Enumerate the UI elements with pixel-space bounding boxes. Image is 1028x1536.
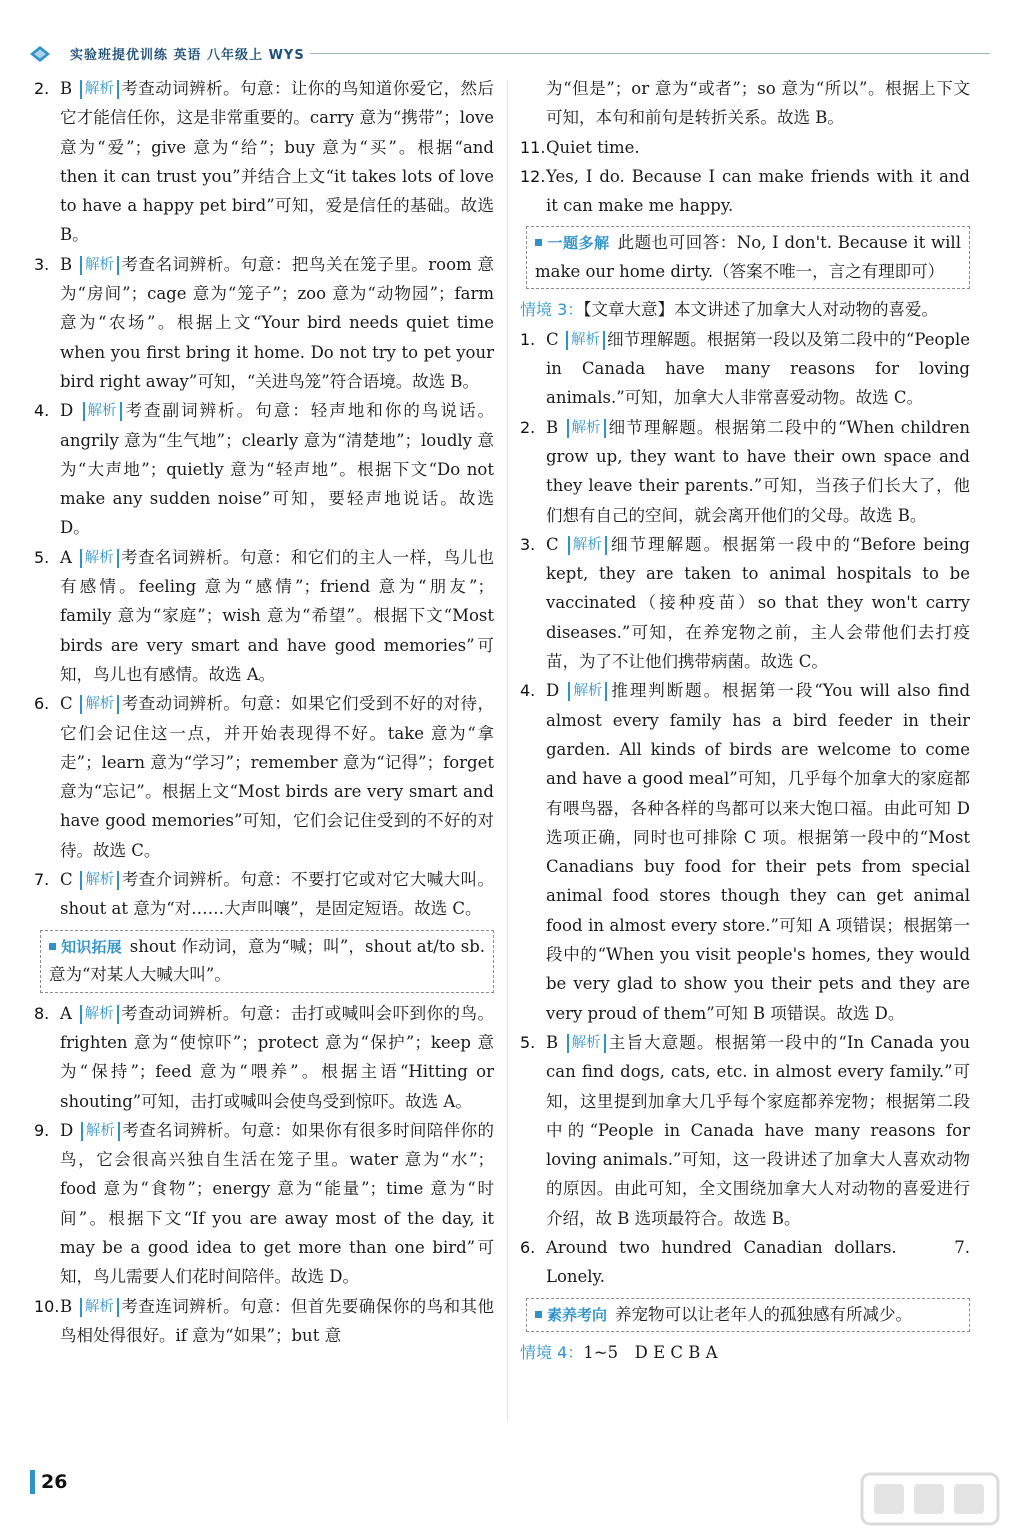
literacy-text: 养宠物可以让老年人的孤独感有所减少。 <box>615 1304 913 1324</box>
item-number: 5. <box>34 547 50 567</box>
item-text: 主旨大意题。根据第一段中的“In Canada you can find dogs, cats, etc. in almost every family.”可知，这里提到加拿大几乎每个家庭都养宠物；根据第二段中的“People in Canada have many reasons for loving animals.”可知，这一段讲述了加拿大人喜欢动物的原因。由此可知，全文围绕加拿大人对动物的喜爱进行介绍，故 B 选项最符合。故选 B。 <box>546 1032 971 1228</box>
item-answer: B <box>546 1032 559 1052</box>
analysis-tag: 解析 <box>80 1005 119 1024</box>
multi-solution-label: 一题多解 <box>535 234 610 252</box>
situation-3-label: 情境 3： <box>520 300 584 320</box>
item-text: 考查动词辨析。句意：如果它们受到不好的对待，它们会记住这一点，并开始表现得不好。take 意为“拿走”；learn 意为“学习”；remember 意为“记得”；forget 意为“忘记”。根据上文“Most birds are very smart and have good memories”可知，它们会记住受到的不好的对待。故选 C。 <box>60 694 494 860</box>
analysis-tag: 解析 <box>80 549 119 568</box>
item-answer: D <box>546 681 560 701</box>
item-answer: A <box>60 547 72 567</box>
answer-item-4 <box>34 396 494 542</box>
analysis-tag: 解析 <box>80 80 119 99</box>
item-number: 10. <box>34 1296 60 1316</box>
item-text: Yes, I do. Because I can make friends with it and it can make me happy. <box>546 166 970 216</box>
item-answer: C <box>60 694 73 714</box>
analysis-tag: 解析 <box>568 536 607 555</box>
answer-item-3 <box>34 250 494 396</box>
answer-item-11 <box>520 133 970 162</box>
item-text: 考查介词辨析。句意：不要打它或对它大喊大叫。shout at 意为“对……大声叫嚷”，是固定短语。故选 C。 <box>60 870 494 919</box>
item-number: 1. <box>520 329 536 349</box>
item-number: 12. <box>520 166 546 186</box>
analysis-tag: 解析 <box>567 1034 606 1053</box>
literacy-box <box>526 1298 970 1333</box>
item-answer: C <box>546 534 559 554</box>
analysis-tag: 解析 <box>566 331 605 350</box>
left-column <box>34 74 494 1350</box>
item-answer: C <box>60 870 73 890</box>
column-divider <box>507 80 508 1420</box>
item-number: 4. <box>34 401 50 421</box>
item-answer: D <box>60 1120 74 1140</box>
page-number: 26 <box>30 1470 67 1494</box>
item-number: 6. <box>34 694 50 714</box>
answer-item-s3-1 <box>520 325 970 413</box>
item-answer: C <box>546 329 559 349</box>
item-text: 细节理解题。根据第一段以及第二段中的“People in Canada have many reasons for loving animals.”可知，加拿大人非常喜爱动物。故选 C。 <box>546 329 970 408</box>
analysis-tag: 解析 <box>567 419 606 438</box>
item-number: 11. <box>520 137 546 157</box>
analysis-tag: 解析 <box>83 402 122 421</box>
item-text: 考查名词辨析。句意：把鸟关在笼子里。room 意为“房间”；cage 意为“笼子”；zoo 意为“动物园”；farm 意为“农场”。根据上文“Your bird needs quiet time when you first bring it home. Do not try to pet your bird right away”可知，“关进鸟笼”符合语境。故选 B。 <box>60 254 494 391</box>
answer-item-s3-6-7 <box>520 1233 970 1292</box>
answer-item-7 <box>34 865 494 924</box>
item-answer: B <box>60 1296 73 1316</box>
item-text-7: Lonely. <box>546 1267 605 1287</box>
situation-3-text: 【文章大意】本文讲述了加拿大人对动物的喜爱。 <box>583 300 939 320</box>
answer-item-s3-4 <box>520 676 970 1028</box>
book-logo-icon <box>28 42 52 64</box>
item-number: 2. <box>520 417 536 437</box>
item-number: 9. <box>34 1120 50 1140</box>
answer-item-10-continued <box>520 74 970 133</box>
answer-item-s3-2 <box>520 413 970 530</box>
item-text: 考查连词辨析。句意：但首先要确保你的鸟和其他鸟相处得很好。if 意为“如果”；but 意 <box>60 1296 495 1345</box>
answer-item-12 <box>520 162 970 221</box>
multi-solution-box <box>526 226 970 289</box>
item-text: Quiet time. <box>546 137 640 157</box>
item-text: Around two hundred Canadian dollars. <box>546 1237 897 1257</box>
answer-item-s3-5 <box>520 1028 970 1233</box>
knowledge-extension-box <box>40 930 494 993</box>
item-answer: B <box>60 254 73 274</box>
item-number: 8. <box>34 1003 50 1023</box>
right-column <box>520 74 970 1367</box>
answer-item-5 <box>34 543 494 689</box>
knowledge-extension-text: shout 作动词，意为“喊；叫”，shout at/to sb. 意为“对某人大喊大叫”。 <box>49 936 485 985</box>
item-answer: D <box>60 401 74 421</box>
item-number: 5. <box>520 1032 536 1052</box>
watermark-stamp-icon <box>860 1470 1000 1528</box>
item-number: 3. <box>520 534 536 554</box>
item-answer: B <box>60 79 73 98</box>
item-number: 7. <box>34 870 50 890</box>
item-text: 考查名词辨析。句意：和它们的主人一样，鸟儿也有感情。feeling 意为“感情”；friend 意为“朋友”；family 意为“家庭”；wish 意为“希望”。根据下文“Most birds are very smart and have good memories”可知，鸟儿也有感情。故选 A。 <box>60 547 494 684</box>
analysis-tag: 解析 <box>80 256 119 275</box>
item-number: 2. <box>34 79 50 98</box>
item-answer: A <box>60 1003 72 1023</box>
item-number: 3. <box>34 254 50 274</box>
analysis-tag: 解析 <box>80 1298 119 1317</box>
item-text: 考查动词辨析。句意：让你的鸟知道你爱它，然后它才能信任你，这是非常重要的。carry 意为“携带”；love 意为“爱”；give 意为“给”；buy 意为“买”。根据“and then it can trust you”并结合上文“it takes lots of love to have a happy pet bird”可知，爱是信任的基础。故选 B。 <box>60 79 495 245</box>
item-number-7: 7. <box>954 1237 970 1257</box>
item-number: 6. <box>520 1237 536 1257</box>
answer-item-9 <box>34 1116 494 1292</box>
item-text: 考查名词辨析。句意：如果你有很多时间陪伴你的鸟，它会很高兴独自生活在笼子里。water 意为“水”；food 意为“食物”；energy 意为“能量”；time 意为“时间”。根据下文“If you are away most of the day, it may be a good idea to get more than one bird”可知，鸟儿需要人们花时间陪伴。故选 D。 <box>60 1120 495 1287</box>
item-text: 考查副词辨析。句意：轻声地和你的鸟说话。angrily 意为“生气地”；clearly 意为“清楚地”；loudly 意为“大声地”；quietly 意为“轻声地”。根据下文“Do not make any sudden noise”可知，要轻声地说话。故选 D。 <box>60 401 495 538</box>
answer-item-8 <box>34 999 494 1116</box>
answer-item-6 <box>34 689 494 865</box>
item-number: 4. <box>520 681 536 701</box>
item-answer: B <box>546 417 559 437</box>
answer-item-2 <box>34 74 494 250</box>
answer-item-10 <box>34 1292 494 1351</box>
analysis-tag: 解析 <box>568 682 607 701</box>
answer-item-s3-3 <box>520 530 970 676</box>
header-rule <box>310 53 990 54</box>
knowledge-extension-label: 知识拓展 <box>49 938 122 956</box>
multi-solution-text: 此题也可回答：No, I don't. Because it will make our home dirty.（答案不唯一，言之有理即可） <box>535 233 961 281</box>
literacy-label: 素养考向 <box>535 1306 607 1324</box>
item-text: 细节理解题。根据第二段中的“When children grow up, they want to have their own space and they leave their parents.”可知，当孩子们长大了，他们想有自己的空间，就会离开他们的父母。故选 B。 <box>546 417 971 525</box>
situation-4-text: 1~5 D E C B A <box>583 1343 718 1363</box>
item-text: 推理判断题。根据第一段“You will also find almost every family has a bird feeder in their garden. All kinds of birds are welcome to come and have a good meal”可知，几乎每个加拿大的家庭都有喂鸟器，各种各样的鸟都可以来大饱口福。由此可知 D 选项正确，同时也可排除 C 项。根据第一段中的“Most Canadians buy food for their pets from special animal food stores though they can get animal food in almost every store.”可知 A 项错误；根据第一段中的“When you visit people's homes, they would be very glad to show you their pets and they are very proud of them”可知 B 项错误。故选 D。 <box>546 681 970 1023</box>
header-title: 实验班提优训练 英语 八年级上 WYS <box>70 48 305 63</box>
page-header <box>28 40 978 68</box>
item-text: 为“但是”；or 意为“或者”；so 意为“所以”。根据上下文可知，本句和前句是转折关系。故选 B。 <box>546 79 970 128</box>
analysis-tag: 解析 <box>80 695 119 714</box>
situation-4-heading <box>520 1338 970 1367</box>
analysis-tag: 解析 <box>80 871 119 890</box>
item-text: 细节理解题。根据第一段中的“Before being kept, they are taken to animal hospitals to be vaccinated（接种疫苗）so that they won't carry diseases.”可知，在养宠物之前，主人会带他们去打疫苗，为了不让他们携带病菌。故选 C。 <box>546 534 970 672</box>
item-text: 考查动词辨析。句意：击打或喊叫会吓到你的鸟。frighten 意为“使惊吓”；protect 意为“保护”；keep 意为“保持”；feed 意为“喂养”。根据主语“Hitting or shouting”可知，击打或喊叫会使鸟受到惊吓。故选 A。 <box>60 1003 494 1111</box>
analysis-tag: 解析 <box>81 1122 120 1141</box>
situation-4-label: 情境 4： <box>520 1343 584 1363</box>
situation-3-heading <box>520 295 970 324</box>
